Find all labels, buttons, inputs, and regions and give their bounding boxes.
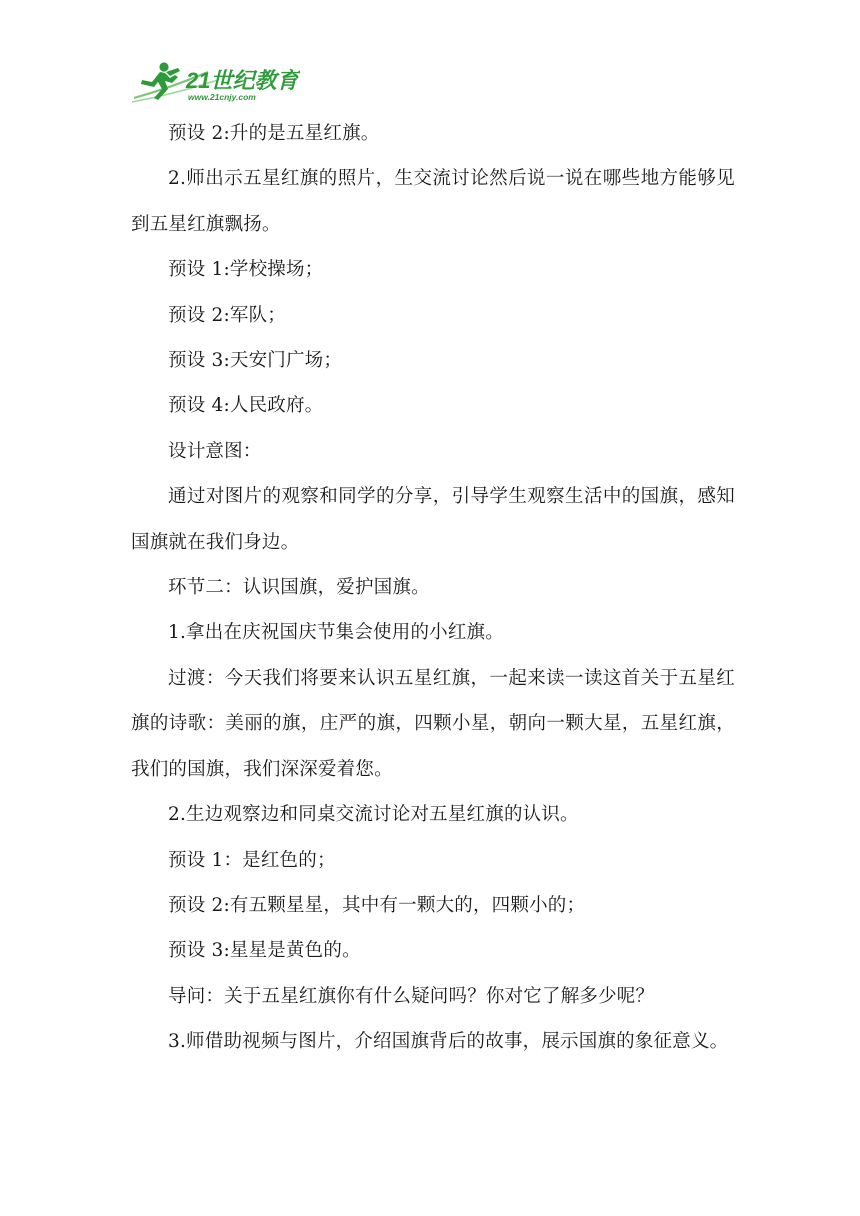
paragraph: 环节二：认识国旗，爱护国旗。 (168, 577, 430, 599)
paragraph: 预设 2:军队； (168, 304, 286, 326)
paragraph: 过渡：今天我们将要来认识五星红旗，一起来读一读这首关于五星红旗的诗歌：美丽的旗，庄严的旗，四颗小星，朝向一颗大星，五星红旗，我们的国旗，我们深深爱着您。 (131, 667, 735, 780)
paragraph: 预设 1:学校操场； (168, 259, 324, 281)
site-logo[interactable] (130, 58, 300, 106)
paragraph: 2.生边观察边和同桌交流讨论对五星红旗的认识。 (168, 804, 579, 826)
runner-logo-icon (130, 58, 300, 106)
paragraph: 预设 3:天安门广场； (168, 350, 343, 372)
svg-text:www.21cnjy.com: www.21cnjy.com (188, 92, 256, 102)
document-body (131, 111, 735, 1065)
svg-text:21世纪教育: 21世纪教育 (186, 68, 299, 93)
paragraph: 预设 2:升的是五星红旗。 (168, 123, 380, 144)
paragraph: 预设 1：是红色的； (168, 849, 336, 871)
paragraph: 预设 4:人民政府。 (168, 395, 324, 417)
paragraph: 通过对图片的观察和同学的分享，引导学生观察生活中的国旗，感知国旗就在我们身边。 (131, 486, 735, 553)
paragraph: 3.师借助视频与图片，介绍国旗背后的故事，展示国旗的象征意义。 (168, 1031, 729, 1053)
paragraph: 预设 3:星星是黄色的。 (168, 940, 361, 962)
paragraph: 2.师出示五星红旗的照片，生交流讨论然后说一说在哪些地方能够见到五星红旗飘扬。 (131, 168, 735, 235)
paragraph: 1.拿出在庆祝国庆节集会使用的小红旗。 (168, 622, 504, 644)
paragraph: 导问：关于五星红旗你有什么疑问吗？你对它了解多少呢？ (168, 985, 655, 1007)
paragraph: 预设 2:有五颗星星，其中有一颗大的，四颗小的； (168, 894, 586, 916)
paragraph: 设计意图： (168, 440, 262, 462)
